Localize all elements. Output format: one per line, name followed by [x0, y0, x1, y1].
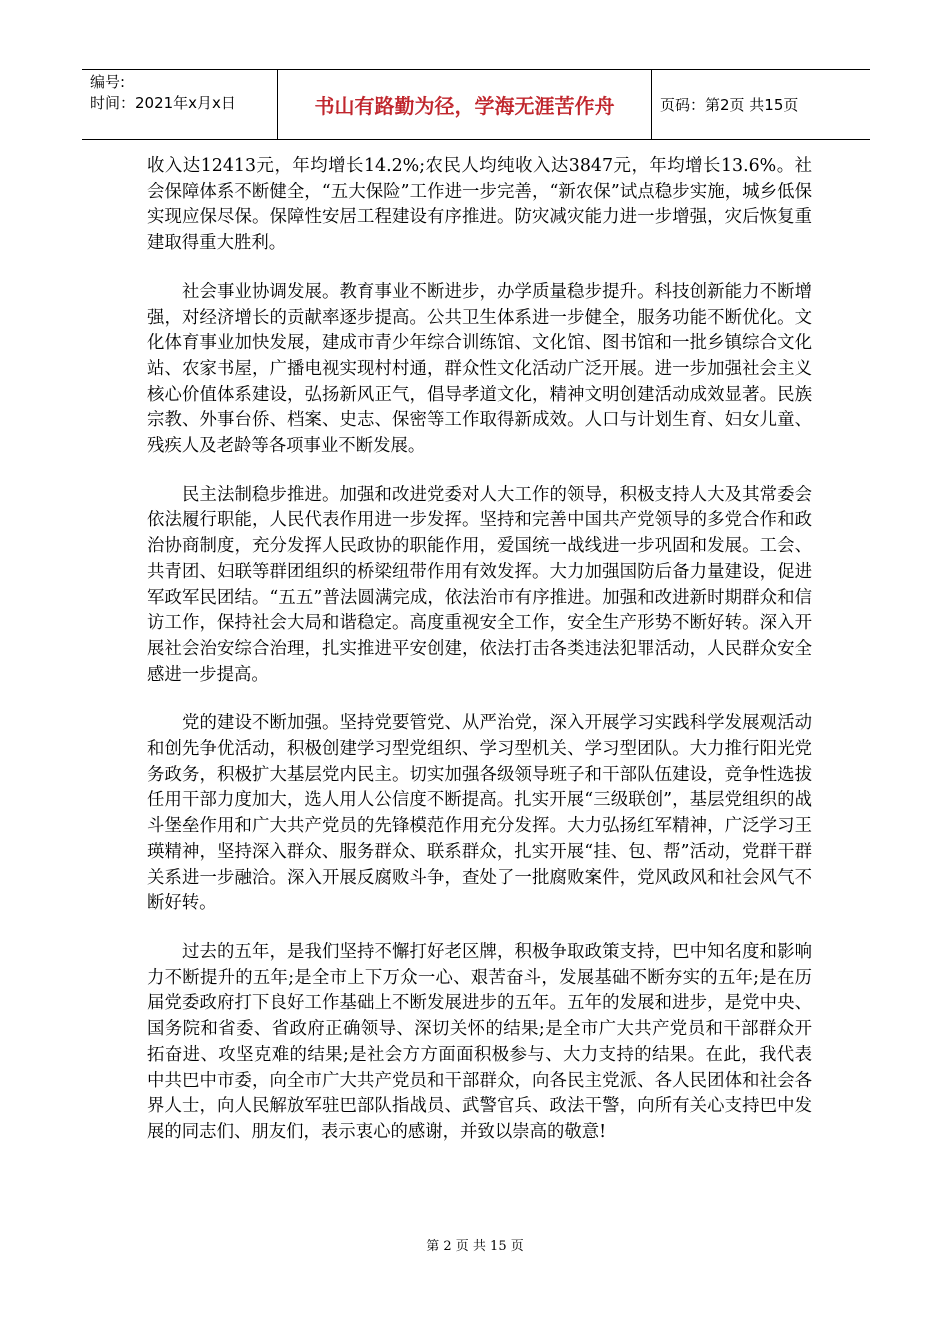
header-meta [82, 70, 278, 139]
paragraph-democracy-law: 民主法制稳步推进。加强和改进党委对人大工作的领导，积极支持人大及其常委会依法履行职能，人民代表作用进一步发挥。坚持和完善中国共产党领导的多党合作和政治协商制度，充分发挥人民政协的职能作用，爱国统一战线进一步巩固和发展。工会、共青团、妇联等群团组织的桥梁纽带作用有效发挥。大力加强国防后备力量建设，促进军政军民团结。“五五”普法圆满完成，依法治市有序推进。加强和改进新时期群众和信访工作，保持社会大局和谐稳定。高度重视安全工作，安全生产形势不断好转。深入开展社会治安综合治理，扎实推进平安创建，依法打击各类违法犯罪活动，人民群众安全感进一步提高。 [147, 484, 812, 685]
document-body [147, 154, 812, 1169]
document-number-label: 编号: [90, 73, 126, 91]
header-motto: 书山有路勤为径，学海无涯苦作舟 [278, 70, 652, 139]
paragraph-five-years-summary: 过去的五年，是我们坚持不懈打好老区牌，积极争取政策支持，巴中知名度和影响力不断提升的五年;是全市上下万众一心、艰苦奋斗，发展基础不断夯实的五年;是在历届党委政府打下良好工作基础上不断发展进步的五年。五年的发展和进步，是党中央、国务院和省委、省政府正确领导、深切关怀的结果;是全市广大共产党员和干部群众开拓奋进、攻坚克难的结果;是社会方方面面积极参与、大力支持的结果。在此，我代表中共巴中市委，向全市广大共产党员和干部群众，向各民主党派、各人民团体和社会各界人士，向人民解放军驻巴部队指战员、武警官兵、政法干警，向所有关心支持巴中发展的同志们、朋友们，表示衷心的感谢，并致以崇高的敬意! [147, 941, 812, 1142]
page-footer: 第 2 页 共 15 页 [426, 1239, 524, 1254]
paragraph-social-affairs: 社会事业协调发展。教育事业不断进步，办学质量稳步提升。科技创新能力不断增强，对经济增长的贡献率逐步提高。公共卫生体系进一步健全，服务功能不断优化。文化体育事业加快发展，建成市青少年综合训练馆、文化馆、图书馆和一批乡镇综合文化站、农家书屋，广播电视实现村村通，群众性文化活动广泛开展。进一步加强社会主义核心价值体系建设，弘扬新风正气，倡导孝道文化，精神文明创建活动成效显著。民族宗教、外事台侨、档案、史志、保密等工作取得新成效。人口与计划生育、妇女儿童、残疾人及老龄等各项事业不断发展。 [147, 281, 812, 457]
paragraph-party-building: 党的建设不断加强。坚持党要管党、从严治党，深入开展学习实践科学发展观活动和创先争优活动，积极创建学习型党组织、学习型机关、学习型团队。大力推行阳光党务政务，积极扩大基层党内民主。切实加强各级领导班子和干部队伍建设，竞争性选拔任用干部力度加大，选人用人公信度不断提高。扎实开展“三级联创”，基层党组织的战斗堡垒作用和广大共产党员的先锋模范作用充分发挥。大力弘扬红军精神，广泛学习王瑛精神，坚持深入群众、服务群众、联系群众，扎实开展“挂、包、帮”活动，党群干群关系进一步融洽。深入开展反腐败斗争，查处了一批腐败案件，党风政风和社会风气不断好转。 [147, 713, 812, 914]
page-header [82, 69, 870, 140]
header-page-number: 页码：第2页 共15页 [660, 96, 799, 114]
paragraph-continuation: 收入达12413元，年均增长14.2%;农民人均纯收入达3847元，年均增长13.6%。社会保障体系不断健全，“五大保险”工作进一步完善，“新农保”试点稳步实施，城乡低保实现应保尽保。保障性安居工程建设有序推进。防灾减灾能力进一步增强，灾后恢复重建取得重大胜利。 [147, 156, 812, 254]
document-time-label: 时间：2021年x月x日 [90, 94, 236, 112]
